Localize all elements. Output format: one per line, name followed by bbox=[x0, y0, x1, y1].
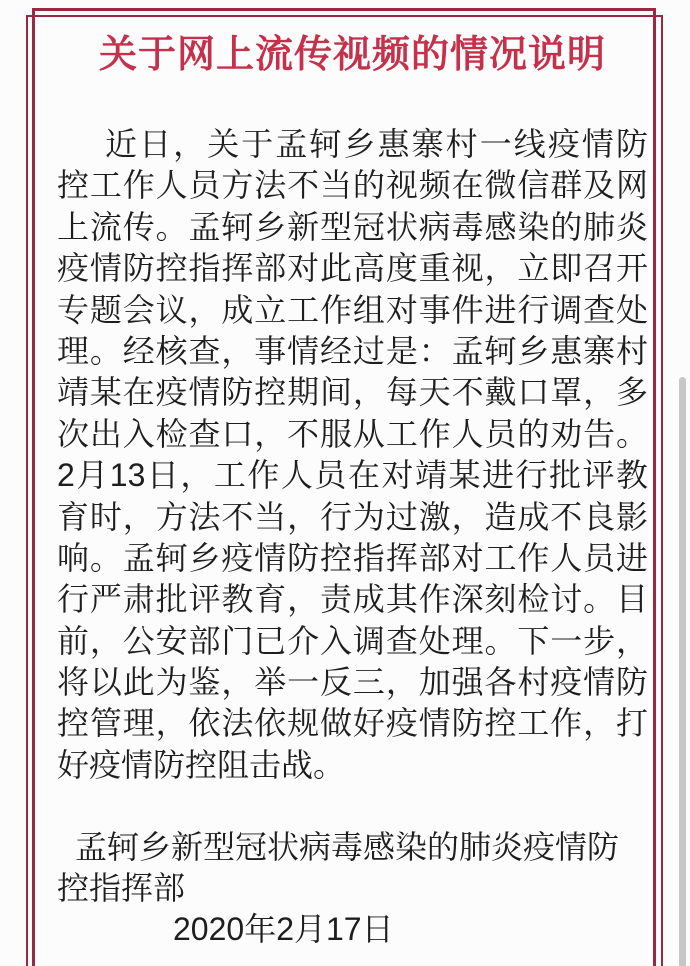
body-text-line: 将以此为鉴，举一反三，加强各村疫情防 bbox=[57, 664, 648, 701]
body-text-line: 靖某在疫情防控期间，每天不戴口罩，多 bbox=[57, 374, 648, 411]
notice-content bbox=[57, 0, 648, 966]
body-text-line: 控工作人员方法不当的视频在微信群及网 bbox=[57, 167, 648, 204]
scrollbar-thumb[interactable] bbox=[679, 377, 686, 966]
signature-text-line: 孟轲乡新型冠状病毒感染的肺炎疫情防 bbox=[75, 829, 620, 865]
body-text-line: 2月13日，工作人员在对靖某进行批评教 bbox=[57, 457, 648, 494]
body-text-line: 疫情防控指挥部对此高度重视，立即召开 bbox=[57, 250, 648, 287]
signature-text-line: 控指挥部 bbox=[57, 870, 186, 907]
body-text-line: 专题会议，成立工作组对事件进行调查处 bbox=[57, 291, 648, 328]
body-text-line: 理。经核查，事情经过是：孟轲乡惠寨村 bbox=[57, 332, 648, 369]
body-text-line: 次出入检查口，不服从工作人员的劝告。 bbox=[57, 415, 648, 452]
notice-body bbox=[57, 124, 648, 786]
body-text-line: 前，公安部门已介入调查处理。下一步， bbox=[57, 622, 648, 659]
notice-title: 关于网上流传视频的情况说明 bbox=[98, 34, 606, 76]
body-text-line: 响。孟轲乡疫情防控指挥部对工作人员进 bbox=[57, 539, 648, 576]
body-text-line: 上流传。孟轲乡新型冠状病毒感染的肺炎 bbox=[57, 208, 648, 245]
body-text-line: 育时，方法不当，行为过激，造成不良影 bbox=[57, 498, 648, 535]
body-text-line: 好疫情防控阻击战。 bbox=[57, 746, 346, 783]
notice-date: 2020年2月17日 bbox=[173, 911, 394, 947]
body-text-line: 控管理，依法依规做好疫情防控工作，打 bbox=[57, 705, 648, 742]
notice-signature bbox=[57, 827, 648, 910]
body-text-line: 近日，关于孟轲乡惠寨村一线疫情防 bbox=[105, 126, 648, 162]
body-text-line: 行严肃批评教育，责成其作深刻检讨。目 bbox=[57, 581, 648, 618]
